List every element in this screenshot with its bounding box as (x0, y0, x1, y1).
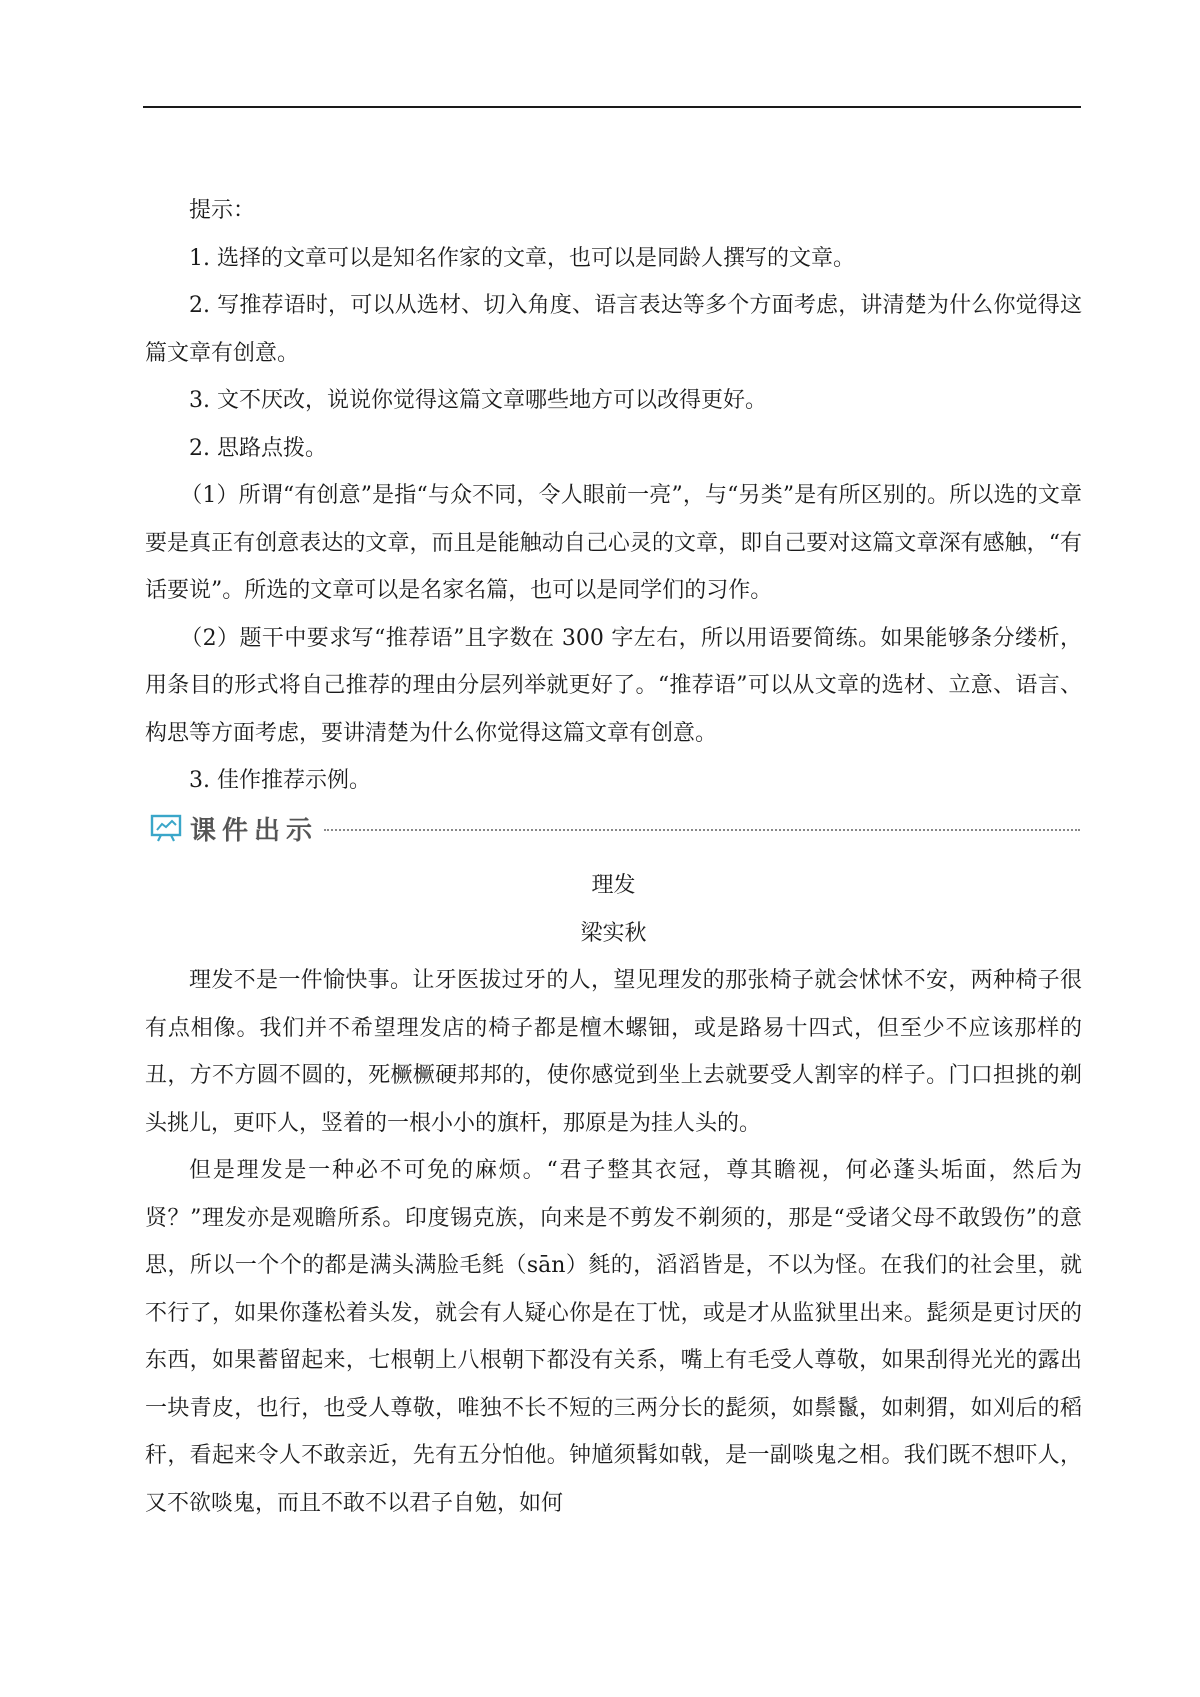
header-rule (143, 106, 1081, 108)
example-heading: 3. 佳作推荐示例。 (189, 768, 371, 793)
hints-label: 提示： (189, 198, 256, 223)
article-paragraph: 理发不是一件愉快事。让牙医拔过牙的人，望见理发的那张椅子就会怵怵不安，两种椅子很有点相像。我们并不希望理发店的椅子都是檀木螺钿，或是路易十四式，但至少不应该那样的丑，方不方圆不圆的，死橛橛硬邦邦的，使你感觉到坐上去就要受人割宰的样子。门口担挑的剃头挑儿，更吓人，竖着的一根小小的旗杆，那原是为挂人头的。 (145, 968, 1082, 1136)
article-author: 梁实秋 (580, 920, 647, 946)
guidance-heading: 2. 思路点拨。 (189, 435, 327, 461)
section-divider (324, 829, 1080, 831)
section-header (150, 808, 1080, 848)
presentation-board-icon (150, 813, 182, 843)
hint-item: 3. 文不厌改，说说你觉得这篇文章哪些地方可以改得更好。 (189, 388, 767, 413)
hint-item: 1. 选择的文章可以是知名作家的文章，也可以是同龄人撰写的文章。 (189, 245, 855, 271)
hints-section (145, 187, 1082, 805)
article (145, 862, 1082, 1527)
article-paragraph: 但是理发是一种必不可免的麻烦。“君子整其衣冠，尊其瞻视，何必蓬头垢面，然后为贤？”理发亦是观瞻所系。印度锡克族，向来是不剪发不剃须的，那是“受诸父母不敢毁伤”的意思，所以一个个的都是满头满脸毛毵（sān）毵的，滔滔皆是，不以为怪。在我们的社会里，就不行了，如果你蓬松着头发，就会有人疑心你是在丁忧，或是才从监狱里出来。髭须是更讨厌的东西，如果蓄留起来，七根朝上八根朝下都没有关系，嘴上有毛受人尊敬，如果刮得光光的露出一块青皮，也行，也受人尊敬，唯独不长不短的三两分长的髭须，如鬃鬣，如刺猬，如刈后的稻秆，看起来令人不敢亲近，先有五分怕他。钟馗须髯如戟，是一副啖鬼之相。我们既不想吓人，又不欲啖鬼，而且不敢不以君子自勉，如何 (145, 1158, 1082, 1516)
hint-item: 2. 写推荐语时，可以从选材、切入角度、语言表达等多个方面考虑，讲清楚为什么你觉得这篇文章有创意。 (145, 293, 1082, 366)
section-title: 课件出示 (190, 815, 319, 846)
article-title: 理发 (591, 873, 636, 898)
guidance-point: （2）题干中要求写“推荐语”且字数在 300 字左右，所以用语要简练。如果能够条分缕析，用条目的形式将自己推荐的理由分层列举就更好了。“推荐语”可以从文章的选材、立意、语言、构思等方面考虑，要讲清楚为什么你觉得这篇文章有创意。 (145, 625, 1082, 746)
guidance-point: （1）所谓“有创意”是指“与众不同，令人眼前一亮”，与“另类”是有所区别的。所以选的文章要是真正有创意表达的文章，而且是能触动自己心灵的文章，即自己要对这篇文章深有感触，“有话要说”。所选的文章可以是名家名篇，也可以是同学们的习作。 (145, 483, 1082, 603)
